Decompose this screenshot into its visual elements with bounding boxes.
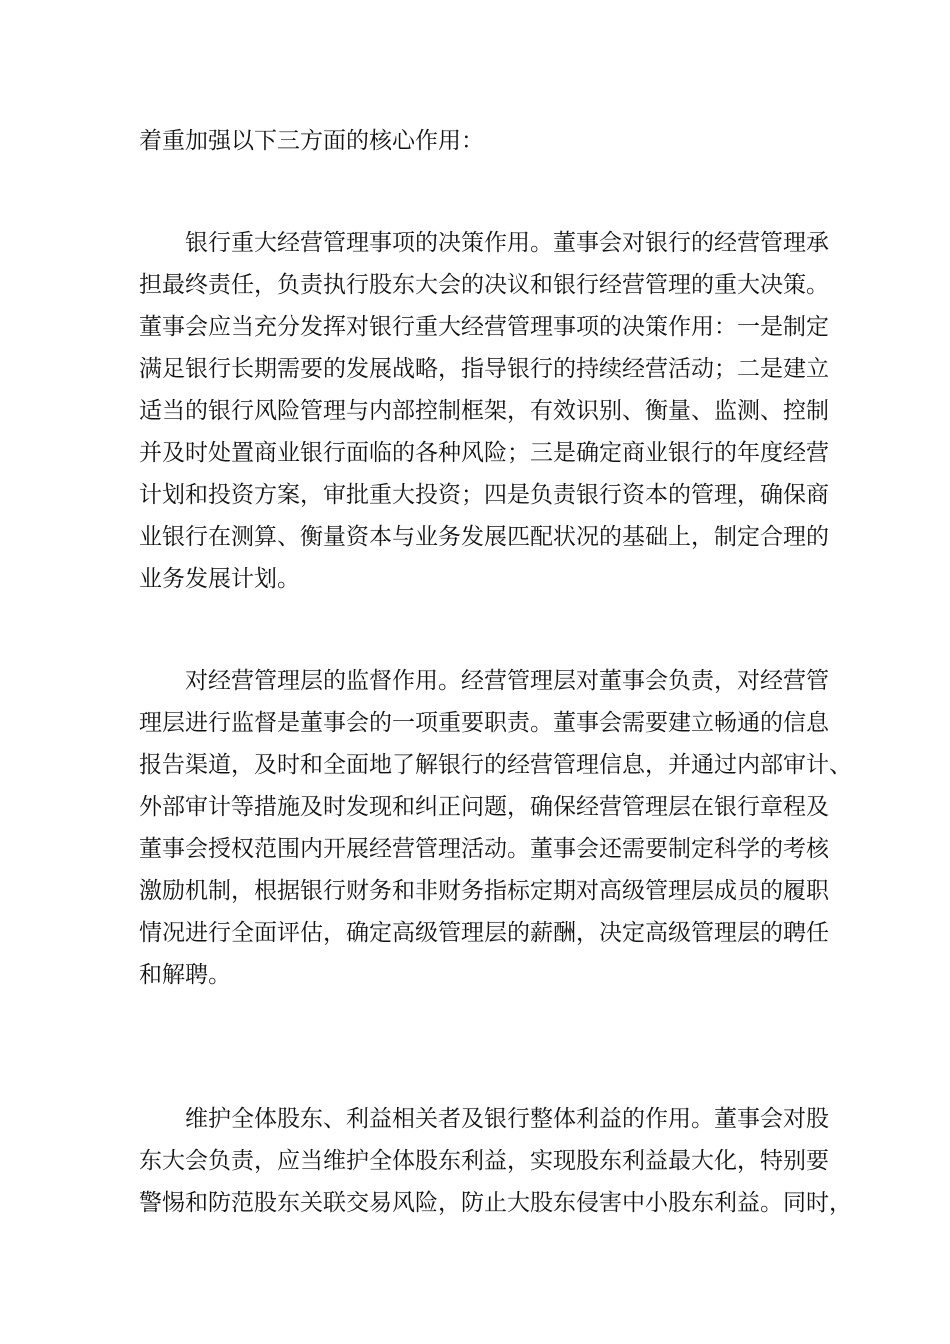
- text-line: 维护全体股东、利益相关者及银行整体利益的作用。董事会对股: [185, 1106, 829, 1132]
- text-line: 并及时处置商业银行面临的各种风险；三是确定商业银行的年度经营: [139, 440, 829, 466]
- text-line: 担最终责任，负责执行股东大会的决议和银行经营管理的重大决策。: [139, 272, 829, 298]
- paragraph-supervision-role: [139, 660, 852, 996]
- text-line: 满足银行长期需要的发展战略，指导银行的持续经营活动；二是建立: [139, 356, 829, 382]
- text-line: 业银行在测算、衡量资本与业务发展匹配状况的基础上，制定合理的: [139, 524, 829, 550]
- paragraph-shareholder-role: [139, 1098, 852, 1224]
- paragraph-decision-role: [139, 222, 829, 600]
- text-line: 业务发展计划。: [139, 566, 300, 592]
- text-line: 激励机制，根据银行财务和非财务指标定期对高级管理层成员的履职: [139, 878, 829, 904]
- text-line: 外部审计等措施及时发现和纠正问题，确保经营管理层在银行章程及: [139, 794, 829, 820]
- text-line: 适当的银行风险管理与内部控制框架，有效识别、衡量、监测、控制: [139, 398, 829, 424]
- text-line: 银行重大经营管理事项的决策作用。董事会对银行的经营管理承: [185, 230, 829, 256]
- paragraph-intro: [139, 120, 829, 162]
- text-line: 报告渠道，及时和全面地了解银行的经营管理信息，并通过内部审计、: [139, 752, 852, 778]
- text-line: 着重加强以下三方面的核心作用：: [139, 128, 484, 154]
- text-line: 理层进行监督是董事会的一项重要职责。董事会需要建立畅通的信息: [139, 710, 829, 736]
- text-line: 警惕和防范股东关联交易风险，防止大股东侵害中小股东利益。同时，: [139, 1190, 852, 1216]
- text-line: 情况进行全面评估，确定高级管理层的薪酬，决定高级管理层的聘任: [139, 920, 829, 946]
- text-line: 计划和投资方案，审批重大投资；四是负责银行资本的管理，确保商: [139, 482, 829, 508]
- text-line: 董事会授权范围内开展经营管理活动。董事会还需要制定科学的考核: [139, 836, 829, 862]
- text-line: 对经营管理层的监督作用。经营管理层对董事会负责，对经营管: [185, 668, 829, 694]
- text-line: 东大会负责，应当维护全体股东利益，实现股东利益最大化，特别要: [139, 1148, 829, 1174]
- text-line: 董事会应当充分发挥对银行重大经营管理事项的决策作用：一是制定: [139, 314, 829, 340]
- text-line: 和解聘。: [139, 962, 231, 988]
